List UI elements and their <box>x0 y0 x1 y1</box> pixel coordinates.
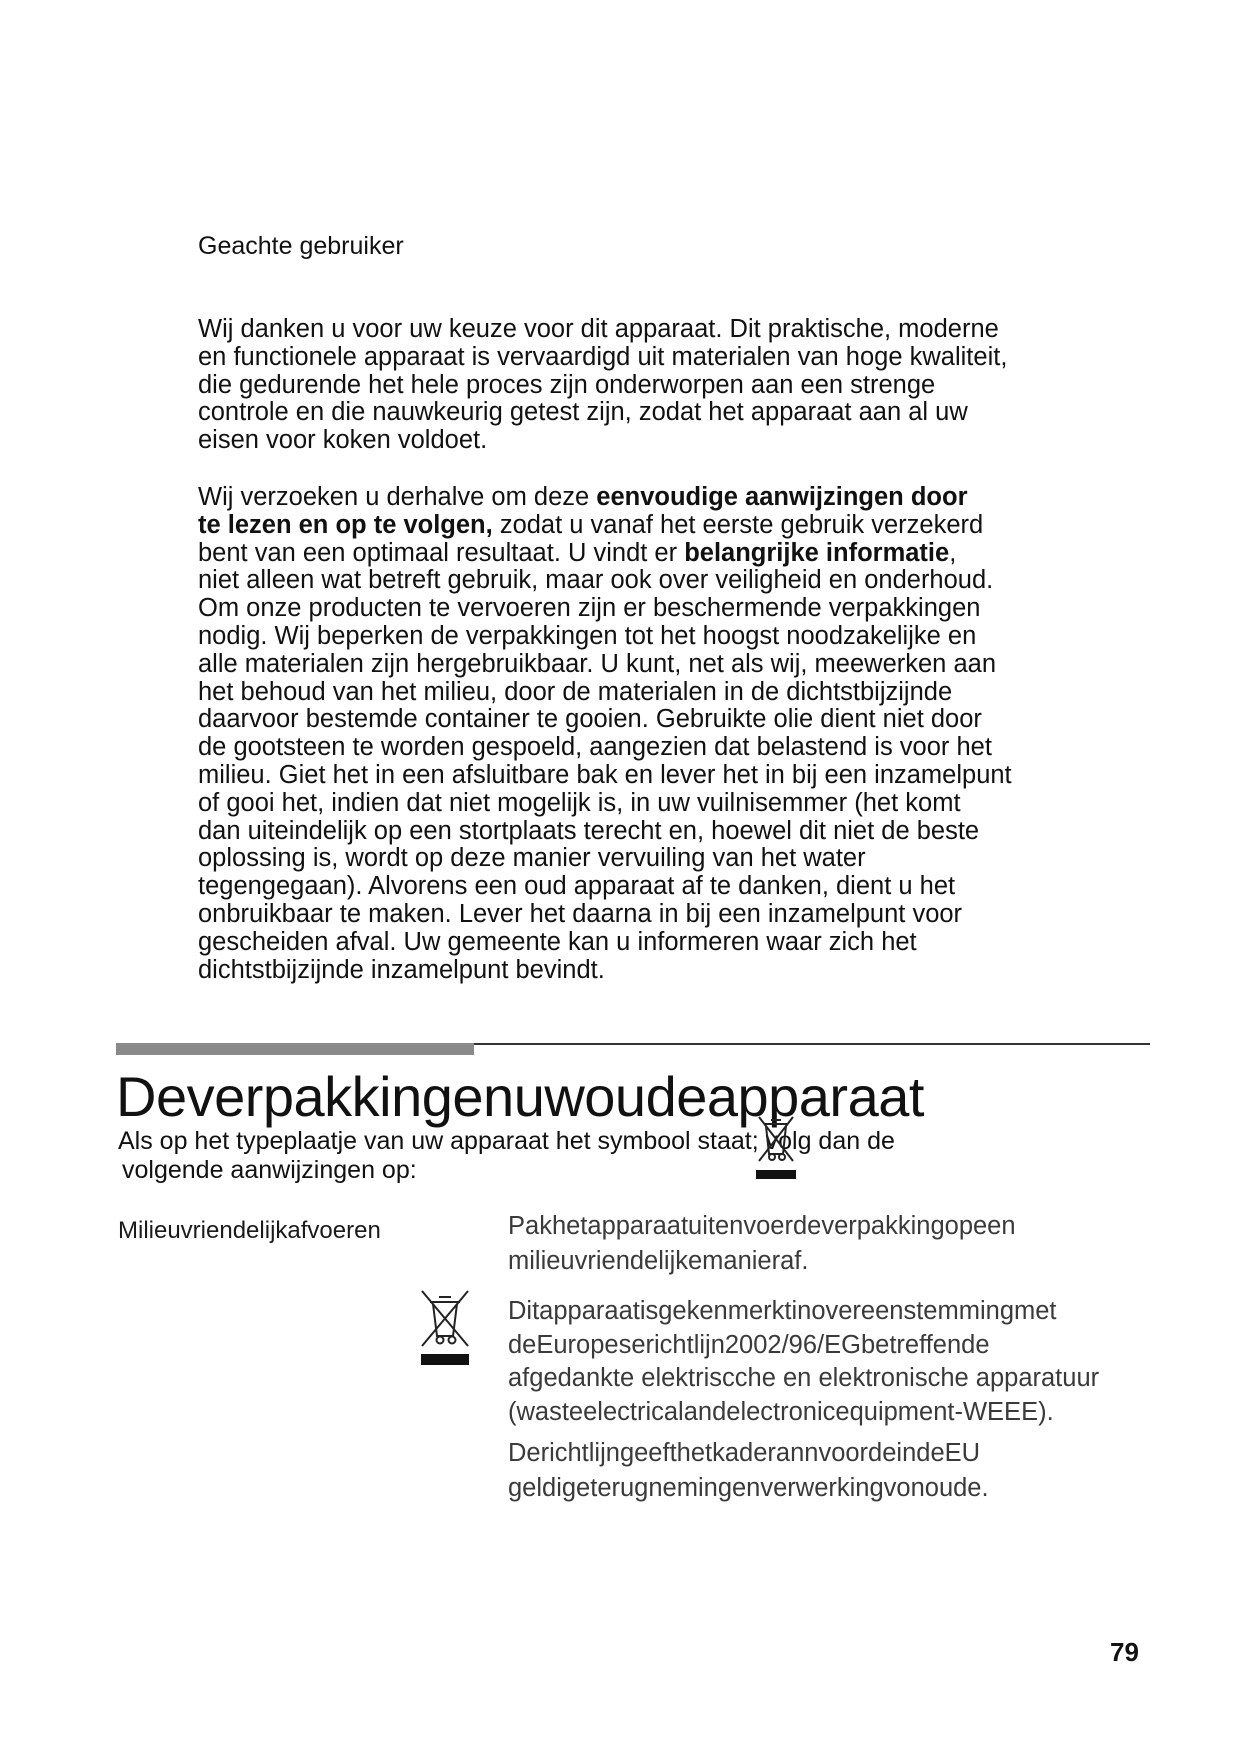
body-line: Ditapparaatisgekenmerktinovereenstemmingmet <box>508 1297 1057 1325</box>
greeting: Geachte gebruiker <box>198 232 404 260</box>
intro-line: oplossing is, wordt op deze manier vervuiling van het water <box>198 844 866 873</box>
intro-line: niet alleen wat betreft gebruik, maar ook over veiligheid en onderhoud. <box>198 566 994 595</box>
intro-text: bent van een optimaal resultaat. U vindt er <box>198 538 685 567</box>
intro-line: die gedurende het hele proces zijn onderworpen aan een strenge <box>198 370 936 399</box>
lead-line: Als op het typeplaatje van uw apparaat het symbool staat; volg dan de <box>118 1127 895 1155</box>
intro-line: daarvoor bestemde container te gooien. Gebruikte olie dient niet door <box>198 705 982 734</box>
disposal-paragraph-2 <box>508 1295 1148 1429</box>
intro-text: Wij verzoeken u derhalve om deze <box>198 483 597 511</box>
intro-line: dan uiteindelijk op een stortplaats terecht en, hoewel dit niet de beste <box>198 816 980 845</box>
section-lead <box>118 1127 1018 1185</box>
intro-text: zodat u vanaf het eerste gebruik verzekerd <box>492 510 984 539</box>
intro-line: onbruikbaar te maken. Lever het daarna in bij een inzamelpunt voor <box>198 899 963 928</box>
intro-line: gescheiden afval. Uw gemeente kan u informeren waar zich het <box>198 927 917 956</box>
intro-line: Om onze producten te vervoeren zijn er beschermende verpakkingen <box>198 594 981 623</box>
body-line: deEuropeserichtlijn2002/96/EGbetreffende <box>508 1330 990 1359</box>
intro-line: dichtstbijzijnde inzamelpunt bevindt. <box>198 955 605 984</box>
disposal-paragraph-3 <box>508 1436 1148 1506</box>
intro-emphasis: eenvoudige aanwijzingen door <box>596 483 968 511</box>
intro-emphasis: te lezen en op te volgen, <box>198 510 493 539</box>
intro-line: eisen voor koken voldoet. <box>198 426 488 455</box>
body-line: DerichtlijngeefthetkaderannvoordeindeEU <box>508 1439 981 1467</box>
intro-line: en functionele apparaat is vervaardigd uit materialen van hoge kwaliteit, <box>198 342 1008 371</box>
body-line: Pakhetapparaatuitenvoerdeverpakkingopeen <box>508 1212 1016 1240</box>
lead-line: volgende aanwijzingen op: <box>122 1156 417 1184</box>
intro-line: of gooi het, indien dat niet mogelijk is, in uw vuilnisemmer (het komt <box>198 788 961 817</box>
body-line: (wasteelectricalandelectronicequipment-WEEE). <box>508 1397 1054 1426</box>
intro-line: alle materialen zijn hergebruikbaar. U kunt, net als wij, meewerken aan <box>198 649 996 678</box>
intro-paragraph-1 <box>198 316 1078 455</box>
intro-line: milieu. Giet het in een afsluitbare bak en lever het in bij een inzamelpunt <box>198 760 1012 789</box>
disposal-paragraph-1 <box>508 1209 1148 1279</box>
intro-line: de gootsteen te worden gespoeld, aangezien dat belastend is voor het <box>198 733 992 762</box>
intro-line: nodig. Wij beperken de verpakkingen tot het hoogst noodzakelijke en <box>198 621 977 650</box>
weee-crossed-bin-icon <box>754 1114 798 1180</box>
weee-crossed-bin-icon <box>418 1288 472 1366</box>
body-line: afgedankte elektriscche en elektronische apparatuur <box>508 1364 1100 1392</box>
intro-text: , <box>949 538 957 567</box>
intro-emphasis: belangrijke informatie <box>684 538 950 567</box>
intro-line: Wij danken u voor uw keuze voor dit apparaat. Dit praktische, moderne <box>198 315 999 343</box>
section-title: Deverpakkingenuwoudeapparaat <box>116 1065 924 1128</box>
body-line: milieuvriendelijkemanieraf. <box>508 1247 809 1275</box>
intro-line: controle en die nauwkeurig getest zijn, zodat het apparaat aan al uw <box>198 398 968 427</box>
section-divider-accent <box>116 1043 474 1055</box>
intro-paragraph-2 <box>198 484 1078 984</box>
intro-line: het behoud van het milieu, door de materialen in de dichtstbijzijnde <box>198 677 953 706</box>
intro-line: tegengegaan). Alvorens een oud apparaat af te danken, dient u het <box>198 872 956 901</box>
page-number: 79 <box>1110 1637 1139 1667</box>
body-line: geldigeterugnemingenverwerkingvonoude. <box>508 1474 989 1502</box>
side-heading: Milieuvriendelijkafvoeren <box>118 1217 381 1244</box>
